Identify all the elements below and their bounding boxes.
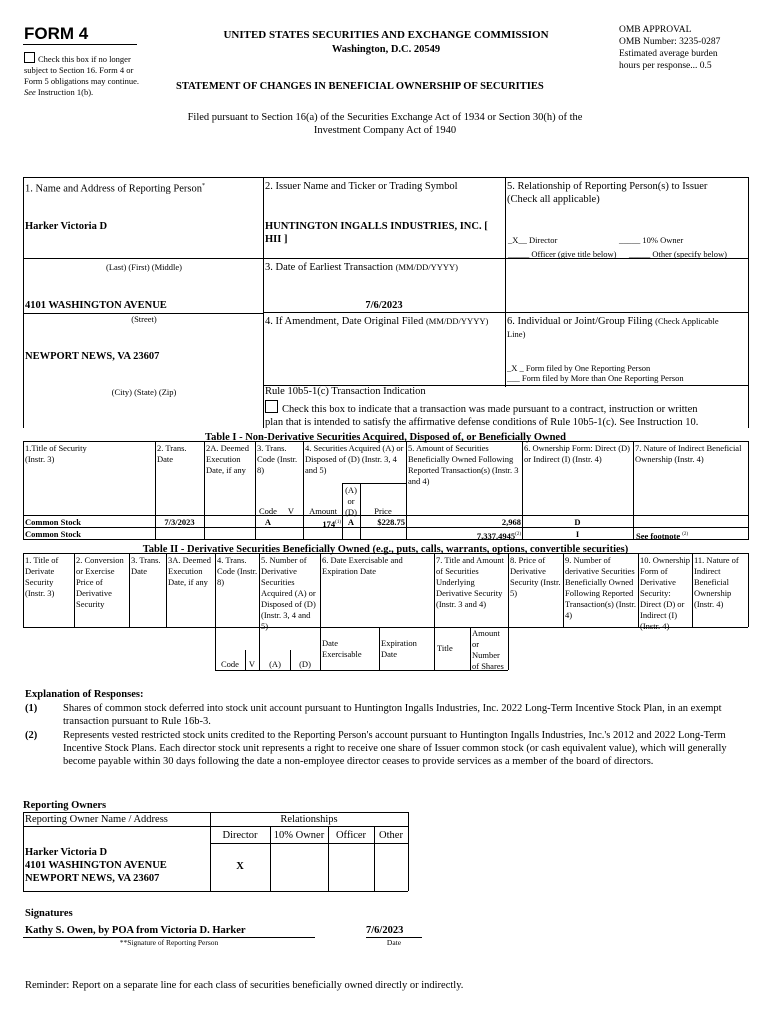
t2-col-owned: 9. Number of derivative Securities Beneficially Owned Following Reported Transaction(s) (Instr. 4) — [565, 555, 636, 620]
transaction-price: $228.75 — [377, 517, 405, 527]
box5-label: 5. Relationship of Reporting Person(s) to Issuer (Check all applicable) — [507, 181, 708, 205]
owners-col-officer: Officer — [335, 830, 367, 841]
signer-name: Kathy S. Owen, by POA from Victoria D. Harker — [25, 925, 246, 936]
rule-10b5-checkbox[interactable] — [265, 400, 278, 413]
t2-col-conversion: 2. Conversion or Exercise Price of Derivative Security — [76, 555, 124, 609]
t1-sub-aord: (A) or (D) — [345, 485, 357, 517]
transaction-code: A — [264, 517, 272, 527]
ten-percent-owner-option[interactable]: _____ 10% Owner — [619, 235, 684, 245]
owners-col-relationships: Relationships — [280, 814, 338, 825]
signatures-title: Signatures — [25, 908, 73, 919]
earliest-transaction-date: 7/6/2023 — [365, 300, 403, 311]
t2-col-underlying: 7. Title and Amount of Securities Underlying Derivative Security (Instr. 3 and 4) — [436, 555, 505, 609]
security-title: Common Stock — [25, 517, 81, 527]
signature-date: 7/6/2023 — [366, 925, 404, 936]
t2-sub-title: Title — [437, 643, 453, 653]
filing-option-one[interactable]: _X _ Form filed by One Reporting Person — [507, 363, 651, 373]
explanation-title: Explanation of Responses: — [25, 689, 144, 700]
omb-box: OMB APPROVAL OMB Number: 3235-0287 Estimated average burden hours per response... 0.5 — [619, 25, 721, 71]
t2-sub-expiration: Expiration Date — [381, 638, 417, 659]
officer-option[interactable]: _____ Officer (give title below) — [508, 249, 617, 259]
name-hint: (Last) (First) (Middle) — [105, 262, 182, 272]
rule-title: Rule 10b5-1(c) Transaction Indication — [265, 386, 426, 397]
t2-sub-amount: Amount or Number of Shares — [472, 628, 504, 671]
t2-col-code: 4. Trans. Code (Instr. 8) — [217, 555, 258, 587]
filing-option-multiple[interactable]: ___ Form filed by More than One Reporting Person — [507, 373, 684, 383]
table1-title: Table I - Non-Derivative Securities Acquired, Disposed of, or Beneficially Owned — [205, 432, 566, 443]
t1-sub-amount: Amount — [309, 506, 337, 516]
owner-director-mark: X — [236, 861, 244, 872]
reporting-person-name: Harker Victoria D — [25, 221, 108, 232]
t1-sub-code: Code — [259, 506, 277, 516]
director-option[interactable]: _X__ Director — [508, 235, 558, 245]
t2-sub-a: (A) — [269, 659, 281, 669]
t1-col-date: 2. Trans. Date — [157, 443, 187, 464]
t2-col-nature: 11. Nature of Indirect Beneficial Ownership (Instr. 4) — [694, 555, 739, 609]
t1-col-acquired: 4. Securities Acquired (A) or Disposed of (D) (Instr. 3, 4 and 5) — [305, 443, 404, 475]
t2-col-exercisable: 6. Date Exercisable and Expiration Date — [322, 555, 403, 576]
section16-notice: Check this box if no longer subject to Section 16. Form 4 or Form 5 obligations may continue. See Instruction 1(b). — [24, 54, 139, 97]
box3-label: 3. Date of Earliest Transaction (MM/DD/YYYY) — [265, 262, 458, 273]
footnote-2-text: Represents vested restricted stock units credited to the Reporting Person's account pursuant to Huntington Ingalls Industries, Inc.'s 2012 and 2022 Long-Term Incentive Stock Plans. Each director stock unit represents a right to receive one share of Issuer common stock (or cash equivalent value), which will generally become payable within 30 days following the date a non-employee director ceases to provide services as a member of the board of directors. — [63, 730, 727, 767]
agency-city: Washington, D.C. 20549 — [331, 44, 441, 55]
t2-sub-v: V — [248, 659, 256, 669]
reporting-person-city: NEWPORT NEWS, VA 23607 — [25, 351, 160, 362]
reminder-text: Reminder: Report on a separate line for each class of securities beneficially owned directly or indirectly. — [25, 980, 464, 991]
amount-owned: 2,968 — [501, 517, 521, 527]
t2-sub-d: (D) — [299, 659, 311, 669]
owners-col-ten-pct: 10% Owner — [273, 830, 325, 841]
statement-title: STATEMENT OF CHANGES IN BENEFICIAL OWNERSHIP OF SECURITIES — [176, 81, 544, 92]
form-title: FORM 4 — [24, 24, 89, 43]
t1-col-nature: 7. Nature of Indirect Beneficial Ownership (Instr. 4) — [635, 443, 742, 464]
t1-col-form: 6. Ownership Form: Direct (D) or Indirect (I) (Instr. 4) — [524, 443, 630, 464]
box6-label: 6. Individual or Joint/Group Filing (Check Applicable Line) — [507, 316, 719, 339]
amount-owned: 7,337.4945$^{(2)}$ — [476, 530, 521, 541]
date-caption: Date — [386, 938, 402, 947]
reporting-person-street: 4101 WASHINGTON AVENUE — [25, 300, 167, 311]
t1-col-owned: 5. Amount of Securities Beneficially Owned Following Reported Transaction(s) (Instr. 3 and 4) — [408, 443, 519, 486]
rule-text: Check this box to indicate that a transaction was made pursuant to a contract, instruction or written plan that is intended to satisfy the affirmative defense conditions of Rule 10b5-1(c). See Instruction 10. — [265, 400, 747, 429]
t2-sub-date-ex: Date Exercisable — [322, 638, 362, 659]
owners-col-name: Reporting Owner Name / Address — [25, 814, 168, 825]
transaction-amount: 174$^{(1)}$ — [322, 518, 341, 529]
table2-title: Table II - Derivative Securities Beneficially Owned (e.g., puts, calls, warrants, options, convertible securities) — [142, 544, 629, 555]
issuer-name: HUNTINGTON INGALLS INDUSTRIES, INC. [ HII ] — [265, 221, 488, 245]
t1-col-title: 1.Title of Security (Instr. 3) — [25, 443, 87, 464]
signature-caption: **Signature of Reporting Person — [119, 938, 219, 947]
owners-col-other: Other — [379, 830, 403, 841]
box2-label: 2. Issuer Name and Ticker or Trading Symbol — [265, 181, 458, 192]
city-hint: (City) (State) (Zip) — [111, 387, 177, 397]
t2-col-number: 5. Number of Derivative Securities Acquired (A) or Disposed of (D) (Instr. 3, 4 and 5) — [261, 555, 316, 631]
footnote-2-number: (2) — [25, 730, 38, 741]
security-title: Common Stock — [25, 529, 81, 539]
ownership-form: D — [574, 517, 581, 527]
t2-sub-code: Code — [221, 659, 239, 669]
section16-checkbox[interactable] — [24, 52, 35, 63]
t2-col-title: 1. Title of Derivate Security (Instr. 3) — [25, 555, 59, 598]
agency-name: UNITED STATES SECURITIES AND EXCHANGE COMMISSION — [223, 29, 549, 41]
t2-col-price: 8. Price of Derivative Security (Instr. 5) — [510, 555, 561, 598]
owner-address: Harker Victoria D 4101 WASHINGTON AVENUE NEWPORT NEWS, VA 23607 — [25, 847, 167, 884]
reporting-owners-title: Reporting Owners — [23, 800, 107, 811]
ownership-nature: See footnote $^{(2)}$ — [636, 530, 689, 541]
filed-pursuant: Filed pursuant to Section 16(a) of the Securities Exchange Act of 1934 or Section 30(h) of the Investment Company Act of 1940 — [187, 112, 583, 136]
t2-col-date: 3. Trans. Date — [131, 555, 161, 576]
other-option[interactable]: _____ Other (specify below) — [629, 249, 727, 259]
footnote-1-number: (1) — [25, 703, 38, 714]
t2-col-deemed: 3A. Deemed Execution Date, if any — [168, 555, 211, 587]
footnote-1-text: Shares of common stock deferred into stock unit account pursuant to Huntington Ingalls Industries, Inc. 2022 Long-Term Incentive Stock Plan, in an exempt transaction pursuant to Rule 16b-3. — [63, 703, 722, 727]
t1-col-code: 3. Trans. Code (Instr. 8) — [257, 443, 298, 475]
t1-sub-price: Price — [374, 506, 392, 516]
t2-col-form: 10. Ownership Form of Derivative Security: Direct (D) or Indirect (I) (Instr. 4) — [640, 555, 691, 631]
acquired-or-disposed: A — [347, 517, 355, 527]
owners-col-director: Director — [222, 830, 258, 841]
transaction-date: 7/3/2023 — [164, 517, 195, 527]
box4-label: 4. If Amendment, Date Original Filed (MM/DD/YYYY) — [265, 316, 489, 327]
t1-sub-v: V — [287, 506, 295, 516]
t1-col-deemed: 2A. Deemed Execution Date, if any — [206, 443, 249, 475]
street-hint: (Street) — [131, 314, 157, 324]
box1-label: 1. Name and Address of Reporting Person* — [25, 183, 206, 195]
ownership-form: I — [575, 529, 580, 539]
